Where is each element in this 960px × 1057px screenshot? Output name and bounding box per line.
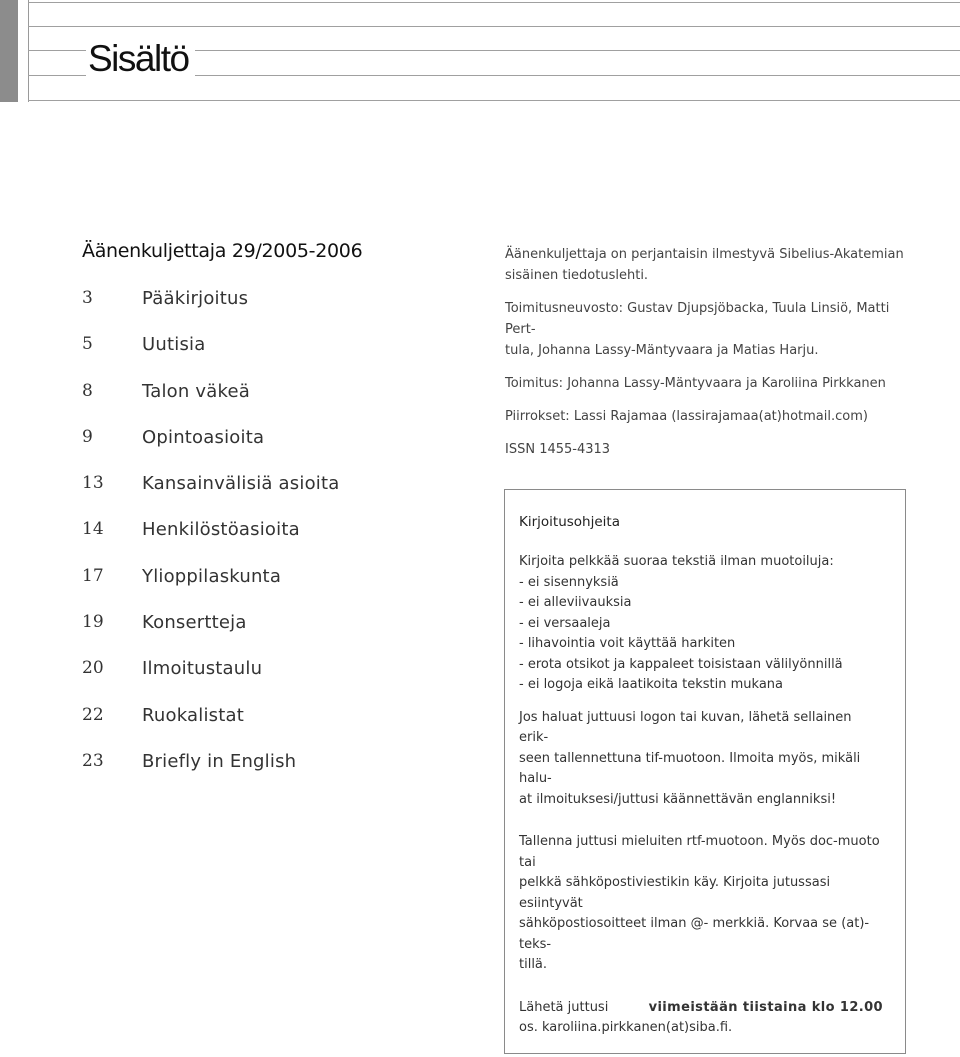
toc-item[interactable]	[82, 519, 339, 565]
rule-item: - ei sisennyksiä	[519, 574, 619, 590]
toc-item[interactable]	[82, 705, 339, 751]
toc-page-number: 14	[82, 519, 104, 540]
rule-item: - ei alleviivauksia	[519, 595, 632, 610]
toc-item[interactable]	[82, 473, 339, 519]
rule-item: - erota otsikot ja kappaleet toisistaan välilyönnillä	[519, 656, 843, 672]
header-rule	[28, 2, 960, 3]
editors: Toimitus: Johanna Lassy-Mäntyvaara ja Karoliina Pirkkanen	[505, 376, 886, 391]
writing-instructions-box	[504, 489, 906, 1054]
logo-text: seen tallennettuna tif-muotoon. Ilmoita myös, mikäli halu-	[519, 750, 861, 786]
rule-item: - lihavointia voit käyttää harkiten	[519, 636, 736, 651]
toc-label: Opintoasioita	[142, 426, 265, 448]
toc-item[interactable]	[82, 427, 339, 473]
deadline-prefix: Lähetä juttusi	[519, 999, 609, 1015]
drawings-credit: Piirrokset: Lassi Rajamaa (lassirajamaa(at)hotmail.com)	[505, 409, 868, 424]
file-format-instructions	[519, 832, 883, 976]
toc-page-number: 20	[82, 658, 104, 679]
toc-item[interactable]	[82, 612, 339, 658]
toc-label: Kansainvälisiä asioita	[142, 473, 340, 495]
logo-instructions	[519, 708, 883, 811]
table-of-contents	[82, 288, 339, 797]
toc-page-number: 19	[82, 612, 104, 633]
toc-page-number: 3	[82, 288, 93, 308]
toc-label: Ruokalistat	[142, 704, 244, 726]
rule-item: - ei versaaleja	[519, 615, 611, 631]
toc-label: Pääkirjoitus	[142, 288, 249, 309]
toc-item[interactable]	[82, 334, 339, 380]
toc-page-number: 22	[82, 704, 104, 725]
toc-item[interactable]	[82, 566, 339, 612]
intro-text: Äänenkuljettaja on perjantaisin ilmestyvä Sibelius-Akatemian	[505, 247, 904, 262]
instructions-lead: Kirjoita pelkkää suoraa tekstiä ilman muotoiluja:	[519, 554, 834, 569]
toc-label: Talon väkeä	[142, 380, 250, 402]
box-title: Kirjoitusohjeita	[519, 514, 620, 530]
format-text: pelkkä sähköpostiviestikin käy. Kirjoita jutussasi esiintyvät	[519, 875, 831, 911]
header-vertical-rule	[28, 0, 29, 102]
logo-text: Jos haluat juttuusi logon tai kuvan, lähetä sellainen erik-	[519, 709, 852, 745]
editorial-board: Toimitusneuvosto: Gustav Djupsjöbacka, Tuula Linsiö, Matti Pert-	[505, 301, 890, 337]
toc-page-number: 13	[82, 473, 104, 494]
toc-label: Uutisia	[142, 334, 206, 356]
intro-text: sisäinen tiedotuslehti.	[505, 268, 649, 283]
rules-list	[519, 573, 883, 696]
toc-item[interactable]	[82, 658, 339, 704]
format-text: Tallenna juttusi mieluiten rtf-muotoon. Myös doc-muoto tai	[519, 834, 880, 870]
toc-page-number: 8	[82, 380, 93, 401]
toc-label: Briefly in English	[142, 750, 297, 772]
logo-text: at ilmoituksesi/juttusi käännettävän englanniksi!	[519, 791, 837, 807]
publication-info	[505, 244, 915, 460]
toc-item[interactable]	[82, 751, 339, 797]
deadline	[519, 998, 883, 1039]
toc-page-number: 9	[82, 426, 93, 447]
deadline-address: os. karoliina.pirkkanen(at)siba.fi.	[519, 1020, 733, 1035]
toc-label: Konsertteja	[142, 612, 247, 634]
toc-label: Ylioppilaskunta	[142, 565, 282, 587]
deadline-time: viimeistään tiistaina klo 12.00	[648, 999, 883, 1015]
toc-page-number: 23	[82, 750, 104, 771]
header-accent-bar	[0, 0, 18, 102]
toc-heading: Äänenkuljettaja 29/2005-2006	[82, 240, 363, 262]
toc-page-number: 17	[82, 565, 104, 586]
toc-item[interactable]	[82, 288, 339, 334]
issn: ISSN 1455-4313	[505, 442, 611, 457]
toc-label: Ilmoitustaulu	[142, 658, 263, 680]
toc-page-number: 5	[82, 334, 93, 355]
editorial-board: tula, Johanna Lassy-Mäntyvaara ja Matias Harju.	[505, 343, 819, 358]
toc-label: Henkilöstöasioita	[142, 519, 300, 541]
toc-item[interactable]	[82, 381, 339, 427]
header-rule	[28, 100, 960, 101]
page-header	[0, 0, 960, 102]
format-text: tillä.	[519, 957, 548, 972]
rule-item: - ei logoja eikä laatikoita tekstin mukana	[519, 677, 783, 692]
format-text: sähköpostiosoitteet ilman @- merkkiä. Korvaa se (at)-teks-	[519, 916, 870, 952]
page-title: Sisältö	[86, 38, 195, 80]
header-rule	[28, 26, 960, 27]
